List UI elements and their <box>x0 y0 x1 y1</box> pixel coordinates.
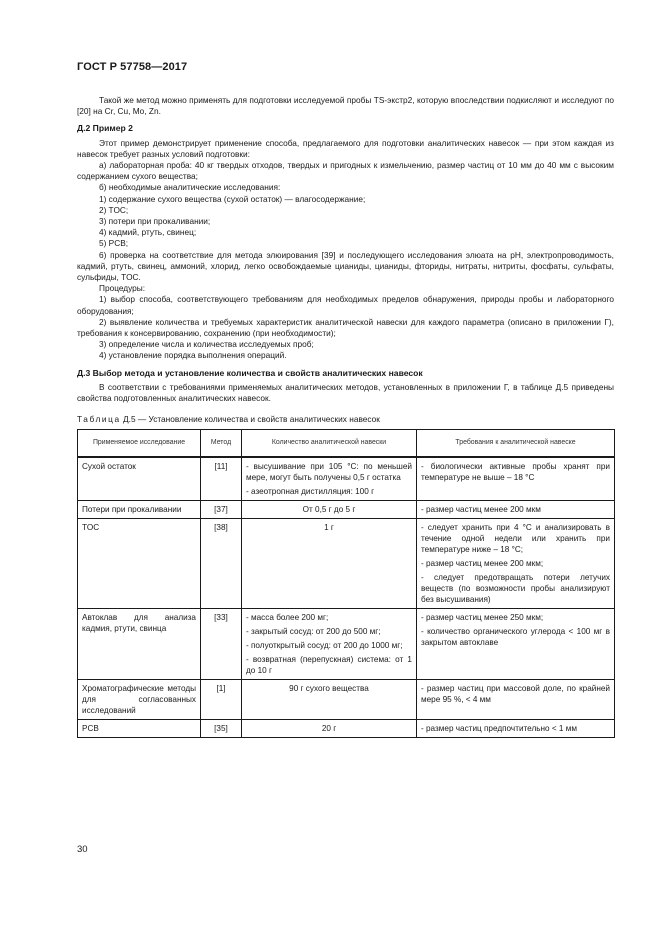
d2-line: 3) определение числа и количества исследуемых проб; <box>99 339 314 350</box>
requirement-item: - размер частиц менее 250 мкм; <box>421 612 544 622</box>
amount-item: 90 г сухого вещества <box>289 683 369 693</box>
cell-study: Потери при прокаливании <box>78 500 201 518</box>
table-row <box>78 679 615 719</box>
requirement-item: - количество органического углерода < 100 мг в закрытом автоклаве <box>421 626 610 647</box>
amount-item: - возвратная (перепускная) система: от 1 до 10 г <box>246 654 412 675</box>
intro-paragraph: Такой же метод можно применять для подготовки исследуемой пробы TS-экстр2, которую впоследствии подкисляют и исследуют по [20] на Cr, Cu, Mo, Zn. <box>77 95 614 117</box>
cell-amount <box>242 518 417 608</box>
header-study: Применяемое исследование <box>78 430 201 457</box>
d2-line: 6) проверка на соответствие для метода элюирования [39] и последующего исследования элюата на pH, электропроводимость, кадмий, ртуть, свинец, аммоний, хлорид, легко освобождаемые цианиды, цианиды, фториды, нитраты, нитриты, фосфаты, сульфаты, сульфиды, TOC. <box>77 249 614 283</box>
table-row <box>78 608 615 679</box>
header-requirements: Требования к аналитической навеске <box>417 430 615 457</box>
section-heading-d3: Д.3 Выбор метода и установление количества и свойств аналитических навесок <box>77 367 423 378</box>
amount-item: - высушивание при 105 °С: по меньшей мере, могут быть получены 0,5 г остатка <box>246 461 412 482</box>
d2-line: 5) PCB; <box>99 238 129 249</box>
requirement-item: - размер частиц менее 200 мкм <box>421 504 541 514</box>
cell-method: [11] <box>201 457 242 501</box>
table-header-row <box>78 430 615 457</box>
cell-requirements <box>417 457 615 501</box>
page-number: 30 <box>77 844 88 855</box>
cell-study: Сухой остаток <box>78 457 201 501</box>
d2-line: Этот пример демонстрирует применение способа, предлагаемого для подготовки аналитических навесок — при этом каждая из навесок требует разных условий подготовки: <box>77 137 614 159</box>
d2-line: Процедуры: <box>99 283 146 294</box>
table-row <box>78 500 615 518</box>
cell-study: Автоклав для анализа кадмия, ртути, свинца <box>78 608 201 679</box>
d2-line: 1) выбор способа, соответствующего требованиям для необходимых пределов обнаружения, природы пробы и лабораторного оборудования; <box>77 294 614 316</box>
amount-item: - масса более 200 мг; <box>246 612 329 622</box>
section-heading-d2: Д.2 Пример 2 <box>77 123 133 134</box>
header-amount: Количество аналитической навески <box>242 430 417 457</box>
table-row <box>78 719 615 737</box>
cell-study: PCB <box>78 719 201 737</box>
d2-line: 1) содержание сухого вещества (сухой остаток) — влагосодержание; <box>99 193 366 204</box>
d2-line: а) лабораторная проба: 40 кг твердых отходов, твердых и пригодных к измельчению, размер частиц от 10 мм до 40 мм с высоким содержанием сухого вещества; <box>77 160 614 182</box>
cell-amount <box>242 719 417 737</box>
cell-method: [1] <box>201 679 242 719</box>
amount-item: От 0,5 г до 5 г <box>302 504 356 514</box>
requirement-item: - размер частиц при массовой доле, по крайней мере 95 %, < 4 мм <box>421 683 610 704</box>
amount-item: - закрытый сосуд: от 200 до 500 мг; <box>246 626 381 636</box>
cell-method: [37] <box>201 500 242 518</box>
requirement-item: - биологически активные пробы хранят при температуре не выше – 18 °С <box>421 461 610 482</box>
cell-requirements <box>417 719 615 737</box>
table-row <box>78 518 615 608</box>
cell-method: [35] <box>201 719 242 737</box>
d2-line: 4) кадмий, ртуть, свинец; <box>99 227 197 238</box>
requirement-item: - следует хранить при 4 °С и анализировать в течение одной недели или хранить при температуре ниже – 18 °С; <box>421 522 610 554</box>
d2-line: б) необходимые аналитические исследования: <box>99 182 281 193</box>
requirement-item: - размер частиц предпочтительно < 1 мм <box>421 723 577 733</box>
cell-amount <box>242 457 417 501</box>
document-body <box>77 95 614 738</box>
cell-amount <box>242 500 417 518</box>
cell-study: TOC <box>78 518 201 608</box>
cell-study: Хроматографические методы для согласованных исследований <box>78 679 201 719</box>
cell-method: [33] <box>201 608 242 679</box>
requirement-item: - следует предотвращать потери летучих веществ (по возможности пробы анализируют без высушивания) <box>421 572 610 604</box>
cell-amount <box>242 679 417 719</box>
cell-requirements <box>417 518 615 608</box>
cell-requirements <box>417 608 615 679</box>
d2-line: 3) потери при прокаливании; <box>99 216 211 227</box>
d2-line: 2) TOC; <box>99 204 129 215</box>
cell-requirements <box>417 500 615 518</box>
table-caption-prefix: Таблица <box>77 414 121 425</box>
amount-item: - полуоткрытый сосуд: от 200 до 1000 мг; <box>246 640 403 650</box>
amount-item: 20 г <box>321 723 337 733</box>
table-caption <box>77 414 614 425</box>
amount-item: - азеотропная дистилляция: 100 г <box>246 486 375 496</box>
table-caption-text: Д.5 — Установление количества и свойств аналитических навесок <box>120 414 380 425</box>
d2-line: 4) установление порядка выполнения операций. <box>99 350 287 361</box>
analytical-samples-table <box>77 429 615 737</box>
cell-method: [38] <box>201 518 242 608</box>
amount-item: 1 г <box>324 522 334 532</box>
d2-line: 2) выявление количества и требуемых характеристик аналитической навески для каждого параметра (описано в приложении Г), требования к консервированию, сохранению (при необходимости); <box>77 316 614 339</box>
cell-amount <box>242 608 417 679</box>
requirement-item: - размер частиц менее 200 мкм; <box>421 558 544 568</box>
table-row <box>78 457 615 501</box>
document-header: ГОСТ Р 57758—2017 <box>77 61 188 73</box>
header-method: Метод <box>201 430 242 457</box>
d3-paragraph: В соответствии с требованиями применяемых аналитических методов, установленных в приложении Г, в таблице Д.5 приведены свойства подготовленных аналитических навесок. <box>77 381 614 404</box>
cell-requirements <box>417 679 615 719</box>
